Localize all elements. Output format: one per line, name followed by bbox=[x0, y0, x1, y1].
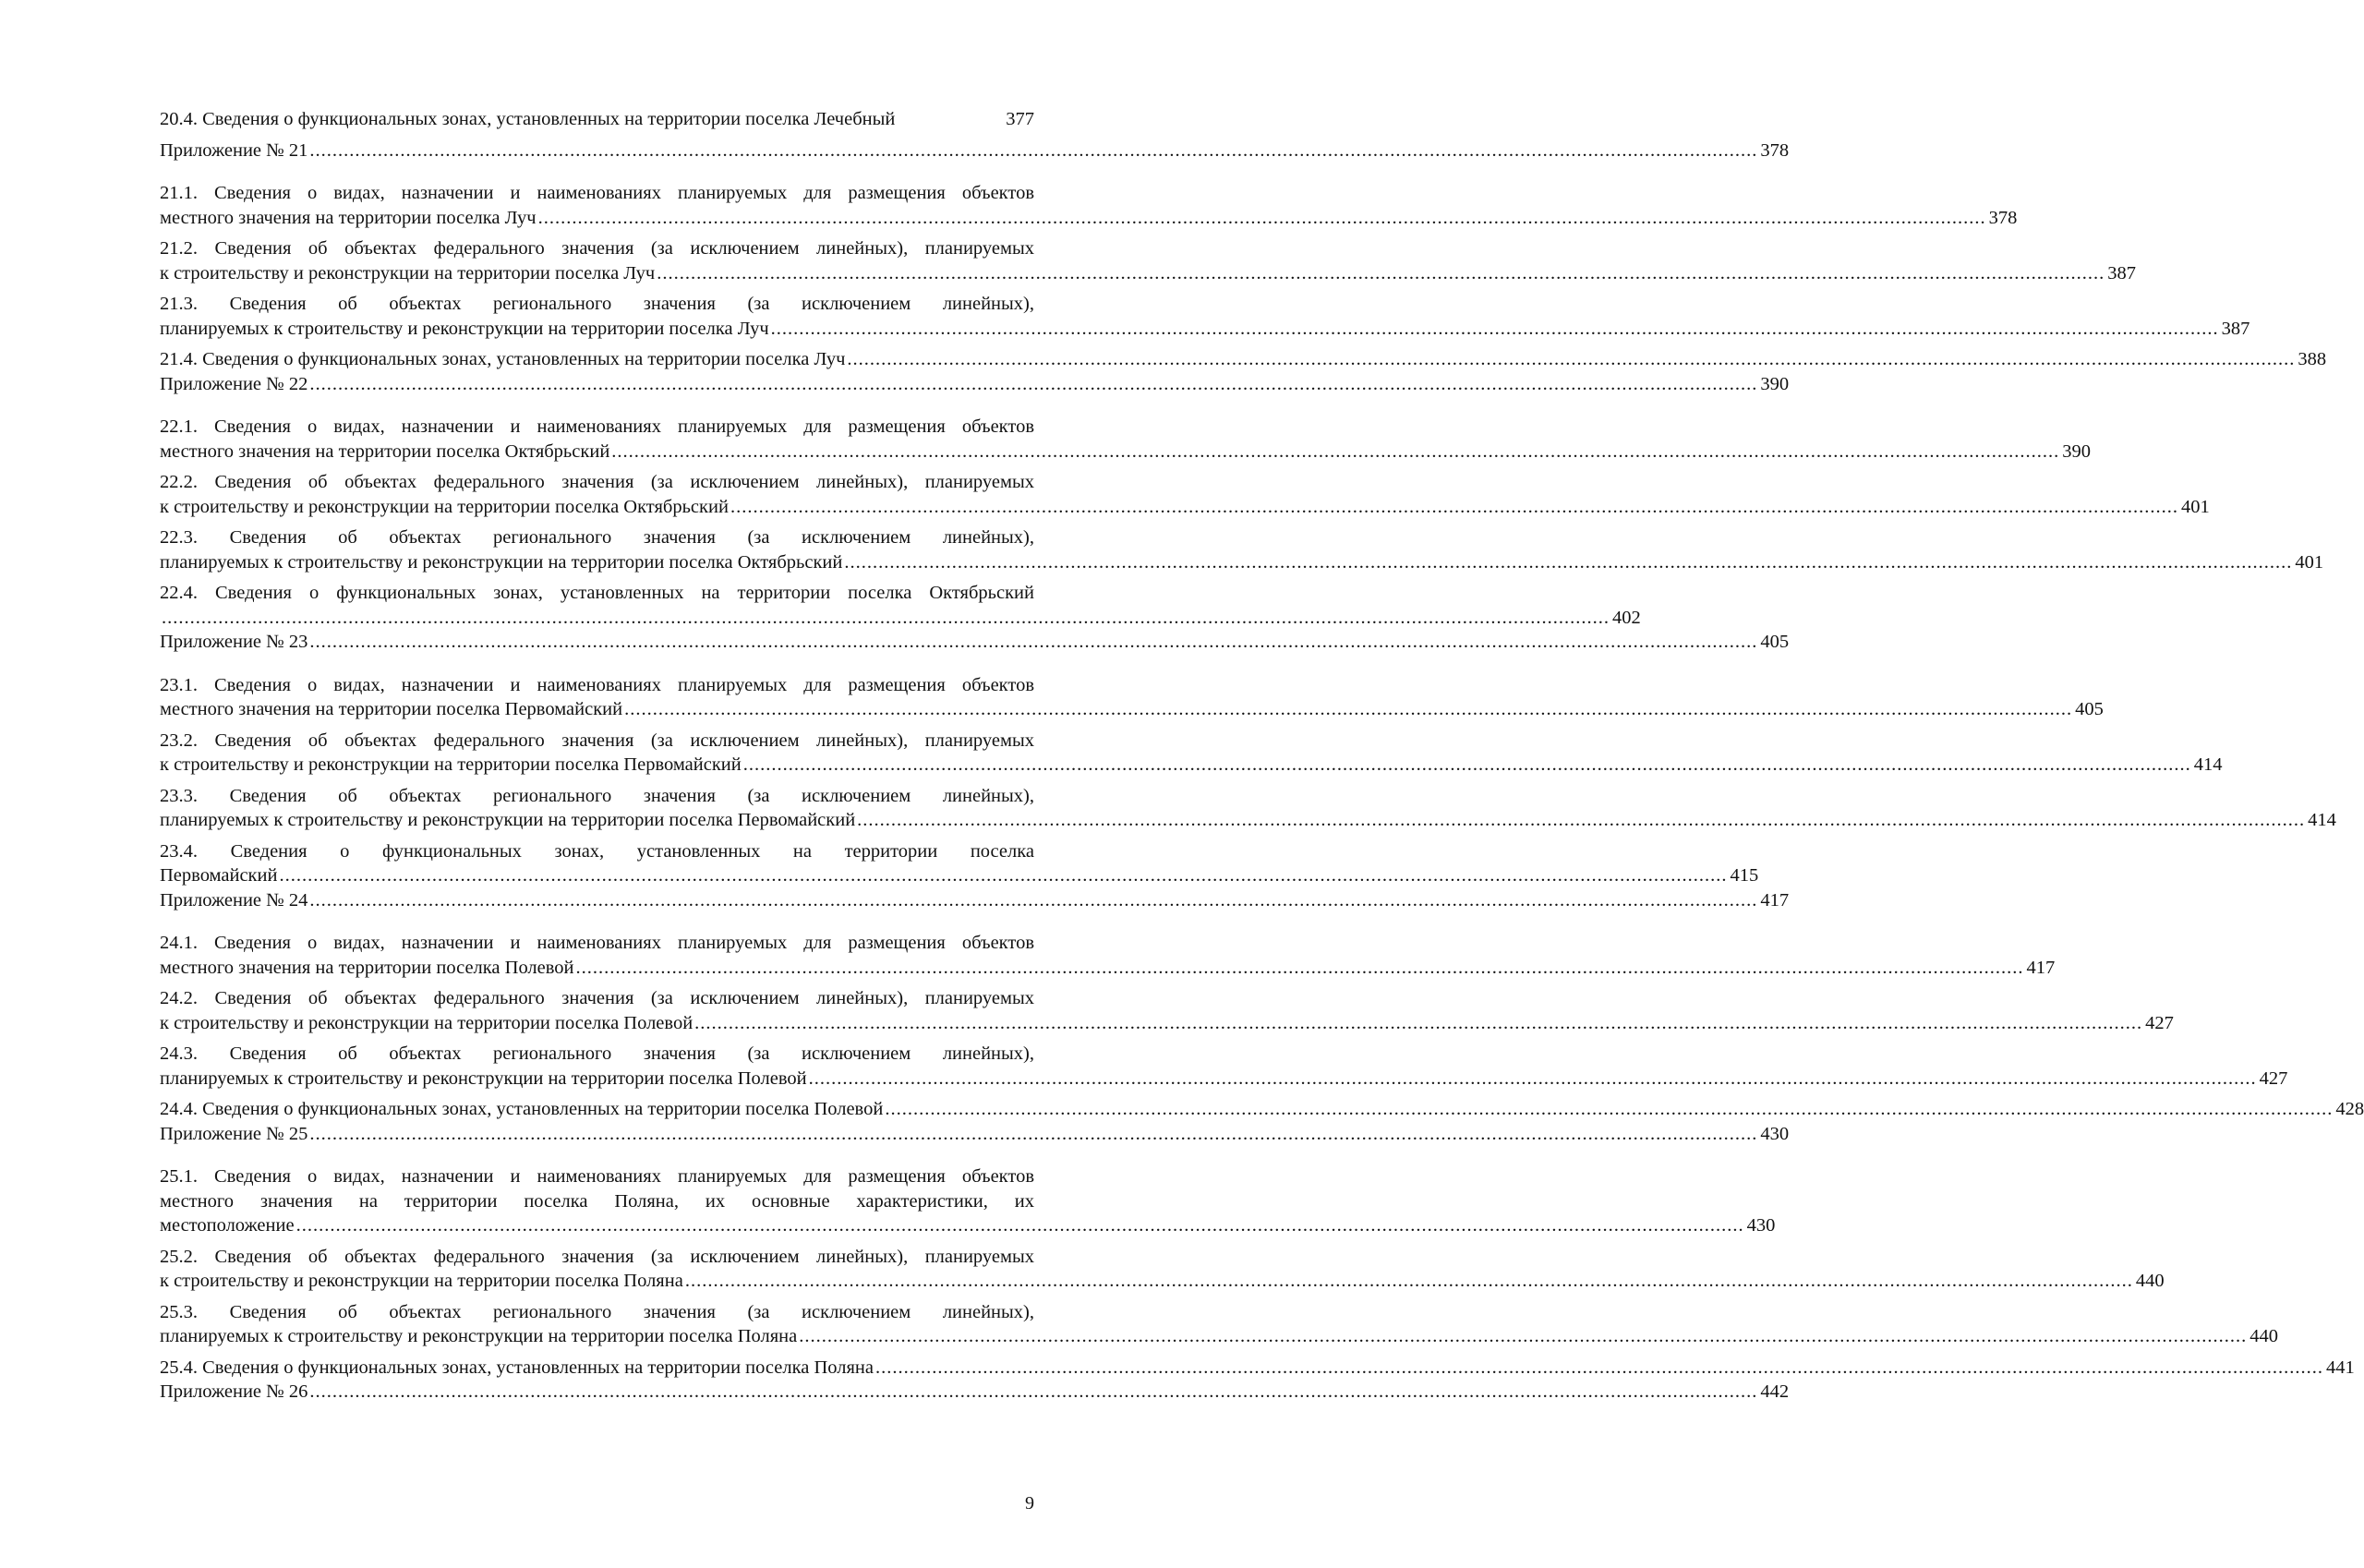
leader-dots bbox=[730, 495, 2178, 520]
leader-dots bbox=[685, 1269, 2133, 1294]
toc-entry-line: к строительству и реконструкции на территории поселка Октябрьский bbox=[160, 496, 729, 517]
toc-entry-22-4[interactable] bbox=[160, 581, 1641, 630]
toc-page-number: 390 bbox=[1760, 373, 1790, 394]
toc-page-number: 414 bbox=[2193, 754, 2223, 775]
toc-entry-line: местного значения на территории поселка Поляна, их основные характеристики, их bbox=[160, 1190, 1034, 1212]
toc-page-number: 427 bbox=[2259, 1067, 2288, 1089]
toc-entry-line: 23.3. Сведения об объектах регионального значения (за исключением линейных), bbox=[160, 785, 1034, 806]
toc-entry-line: 25.2. Сведения об объектах федерального значения (за исключением линейных), планируемых bbox=[160, 1246, 1034, 1267]
toc-entry-21-3[interactable] bbox=[160, 292, 2250, 341]
toc-page-number: 390 bbox=[2062, 440, 2092, 462]
toc-entry-text: 24.4. Сведения о функциональных зонах, установленных на территории поселка Полевой bbox=[160, 1099, 884, 1119]
toc-page-number: 405 bbox=[2075, 699, 2104, 719]
toc-annex-22[interactable] bbox=[160, 372, 1790, 397]
toc-annex-21[interactable] bbox=[160, 139, 1790, 163]
toc-entry-text: Приложение № 22 bbox=[160, 373, 308, 394]
leader-dots bbox=[279, 863, 1727, 888]
toc-entry-line: планируемых к строительству и реконструкции на территории поселка Полевой bbox=[160, 1067, 807, 1089]
toc-annex-24[interactable] bbox=[160, 888, 1790, 913]
toc-entry-23-2[interactable] bbox=[160, 729, 2223, 778]
table-of-contents bbox=[160, 107, 2364, 1405]
leader-dots bbox=[771, 317, 2219, 342]
toc-entry-line: местного значения на территории поселка Октябрьский bbox=[160, 440, 610, 462]
toc-page-number: 377 bbox=[1006, 109, 1034, 129]
toc-page-number: 378 bbox=[1988, 207, 2018, 228]
leader-dots bbox=[743, 753, 2191, 778]
leader-dots bbox=[611, 440, 2059, 464]
toc-entry-line: планируемых к строительству и реконструкции на территории поселка Луч bbox=[160, 318, 769, 339]
toc-entry-line: планируемых к строительству и реконструкции на территории поселка Октябрьский bbox=[160, 551, 843, 573]
toc-page-number: 378 bbox=[1760, 139, 1790, 161]
toc-entry-line: 21.2. Сведения об объектах федерального значения (за исключением линейных), планируемых bbox=[160, 238, 1034, 259]
toc-entry-text: Приложение № 26 bbox=[160, 1381, 308, 1402]
toc-page-number: 401 bbox=[2295, 551, 2324, 573]
leader-dots bbox=[844, 550, 2292, 575]
leader-dots bbox=[809, 1067, 2257, 1092]
toc-entry-line: 22.1. Сведения о видах, назначении и наименованиях планируемых для размещения объектов bbox=[160, 416, 1034, 437]
leader-dots bbox=[694, 1011, 2142, 1036]
toc-entry-text: Приложение № 24 bbox=[160, 889, 308, 911]
page-number: 9 bbox=[1025, 1493, 1034, 1514]
toc-entry-text: 25.4. Сведения о функциональных зонах, установленных на территории поселка Поляна bbox=[160, 1357, 874, 1378]
leader-dots bbox=[309, 630, 1757, 655]
leader-dots bbox=[538, 206, 1986, 231]
leader-dots bbox=[296, 1213, 1744, 1238]
toc-entry-line: к строительству и реконструкции на территории поселка Полевой bbox=[160, 1012, 694, 1033]
toc-page-number: 401 bbox=[2180, 496, 2210, 517]
toc-entry-line: 21.3. Сведения об объектах регионального значения (за исключением линейных), bbox=[160, 294, 1034, 314]
leader-dots bbox=[309, 1380, 1757, 1405]
toc-entry-line: местного значения на территории поселка Луч bbox=[160, 207, 537, 228]
leader-dots bbox=[847, 347, 2295, 372]
toc-annex-23[interactable] bbox=[160, 630, 1790, 655]
toc-entry-line: 24.2. Сведения об объектах федерального значения (за исключением линейных), планируемых bbox=[160, 988, 1034, 1008]
leader-dots bbox=[657, 261, 2105, 286]
toc-entry-23-4[interactable] bbox=[160, 839, 1759, 888]
toc-entry-22-2[interactable] bbox=[160, 470, 2210, 519]
toc-entry-21-2[interactable] bbox=[160, 236, 2136, 285]
toc-entry-line: Первомайский bbox=[160, 865, 278, 886]
toc-page-number: 441 bbox=[2325, 1357, 2355, 1378]
toc-page-number: 427 bbox=[2145, 1012, 2174, 1033]
toc-entry-text: 20.4. Сведения о функциональных зонах, установленных на территории поселка Лечебный bbox=[160, 109, 896, 129]
toc-entry-text: Приложение № 25 bbox=[160, 1123, 308, 1144]
toc-entry-text: Приложение № 21 bbox=[160, 139, 308, 161]
leader-dots bbox=[309, 139, 1757, 163]
toc-entry-24-2[interactable] bbox=[160, 986, 2174, 1035]
toc-page-number: 440 bbox=[2249, 1326, 2278, 1346]
toc-entry-23-1[interactable] bbox=[160, 673, 2104, 722]
toc-entry-22-3[interactable] bbox=[160, 525, 2324, 574]
leader-dots bbox=[309, 372, 1757, 397]
toc-entry-22-1[interactable] bbox=[160, 415, 2092, 464]
toc-page-number: 430 bbox=[1760, 1123, 1790, 1144]
toc-entry-line: 21.1. Сведения о видах, назначении и наименованиях планируемых для размещения объектов bbox=[160, 183, 1034, 203]
toc-entry-23-3[interactable] bbox=[160, 784, 2336, 833]
toc-entry-line: 24.3. Сведения об объектах регионального значения (за исключением линейных), bbox=[160, 1043, 1034, 1064]
toc-entry-line: к строительству и реконструкции на территории поселка Поляна bbox=[160, 1271, 683, 1291]
toc-annex-25[interactable] bbox=[160, 1122, 1790, 1147]
toc-entry-20-4[interactable] bbox=[160, 107, 1034, 132]
toc-entry-line: местного значения на территории поселка Полевой bbox=[160, 957, 574, 978]
toc-page-number: 414 bbox=[2308, 810, 2336, 830]
toc-entry-24-4[interactable] bbox=[160, 1097, 2364, 1122]
toc-page-number: 405 bbox=[1760, 632, 1790, 652]
leader-dots bbox=[309, 1122, 1757, 1147]
toc-entry-25-1[interactable] bbox=[160, 1164, 1776, 1238]
leader-dots bbox=[875, 1356, 2323, 1381]
toc-entry-25-2[interactable] bbox=[160, 1245, 2165, 1294]
toc-page-number: 442 bbox=[1760, 1381, 1790, 1402]
toc-entry-line: 25.1. Сведения о видах, назначении и наименованиях планируемых для размещения объектов bbox=[160, 1166, 1034, 1187]
toc-entry-line: местоположение bbox=[160, 1215, 295, 1236]
toc-entry-line: 22.2. Сведения об объектах федерального значения (за исключением линейных), планируемых bbox=[160, 472, 1034, 492]
toc-page-number: 387 bbox=[2221, 318, 2250, 339]
toc-entry-line: местного значения на территории поселка Первомайский bbox=[160, 699, 623, 719]
toc-entry-text: 21.4. Сведения о функциональных зонах, установленных на территории поселка Луч bbox=[160, 349, 846, 369]
leader-dots bbox=[857, 808, 2305, 833]
leader-dots bbox=[162, 606, 1610, 631]
toc-entry-21-4[interactable] bbox=[160, 347, 2327, 372]
toc-entry-line: планируемых к строительству и реконструкции на территории поселка Первомайский bbox=[160, 810, 856, 830]
toc-annex-26[interactable] bbox=[160, 1380, 1790, 1405]
toc-page-number: 417 bbox=[1760, 889, 1790, 911]
toc-page-number: 402 bbox=[1612, 607, 1641, 628]
toc-entry-line: планируемых к строительству и реконструкции на территории поселка Поляна bbox=[160, 1326, 798, 1346]
toc-entry-24-1[interactable] bbox=[160, 931, 2056, 980]
toc-entry-21-1[interactable] bbox=[160, 181, 2018, 230]
toc-entry-line: 23.2. Сведения об объектах федерального значения (за исключением линейных), планируемых bbox=[160, 730, 1034, 751]
toc-entry-line: 23.1. Сведения о видах, назначении и наименованиях планируемых для размещения объектов bbox=[160, 674, 1034, 695]
toc-entry-25-3[interactable] bbox=[160, 1300, 2278, 1349]
leader-dots bbox=[576, 956, 2024, 981]
toc-page-number: 415 bbox=[1730, 865, 1759, 886]
toc-entry-line: к строительству и реконструкции на территории поселка Луч bbox=[160, 262, 656, 283]
toc-entry-25-4[interactable] bbox=[160, 1356, 2355, 1381]
toc-page-number: 440 bbox=[2135, 1271, 2165, 1291]
toc-page-number: 417 bbox=[2026, 957, 2056, 978]
toc-page-number: 428 bbox=[2335, 1099, 2364, 1119]
leader-dots bbox=[885, 1097, 2333, 1122]
toc-page-number: 430 bbox=[1746, 1215, 1776, 1236]
toc-entry-24-3[interactable] bbox=[160, 1042, 2288, 1091]
leader-dots bbox=[309, 888, 1757, 913]
toc-entry-line: 22.4. Сведения о функциональных зонах, установленных на территории поселка Октябрьский bbox=[160, 583, 1034, 603]
toc-page-number: 388 bbox=[2298, 349, 2327, 369]
toc-entry-line: 23.4. Сведения о функциональных зонах, установленных на территории поселка bbox=[160, 840, 1034, 862]
leader-dots bbox=[624, 697, 2072, 722]
toc-page-number: 387 bbox=[2107, 262, 2136, 283]
toc-entry-text: Приложение № 23 bbox=[160, 632, 308, 652]
toc-entry-line: 25.3. Сведения об объектах регионального значения (за исключением линейных), bbox=[160, 1301, 1034, 1322]
toc-entry-line: 24.1. Сведения о видах, назначении и наименованиях планируемых для размещения объектов bbox=[160, 933, 1034, 953]
toc-entry-line: 22.3. Сведения об объектах регионального значения (за исключением линейных), bbox=[160, 527, 1034, 548]
leader-dots bbox=[799, 1324, 2247, 1349]
toc-entry-line: к строительству и реконструкции на территории поселка Первомайский bbox=[160, 754, 742, 775]
